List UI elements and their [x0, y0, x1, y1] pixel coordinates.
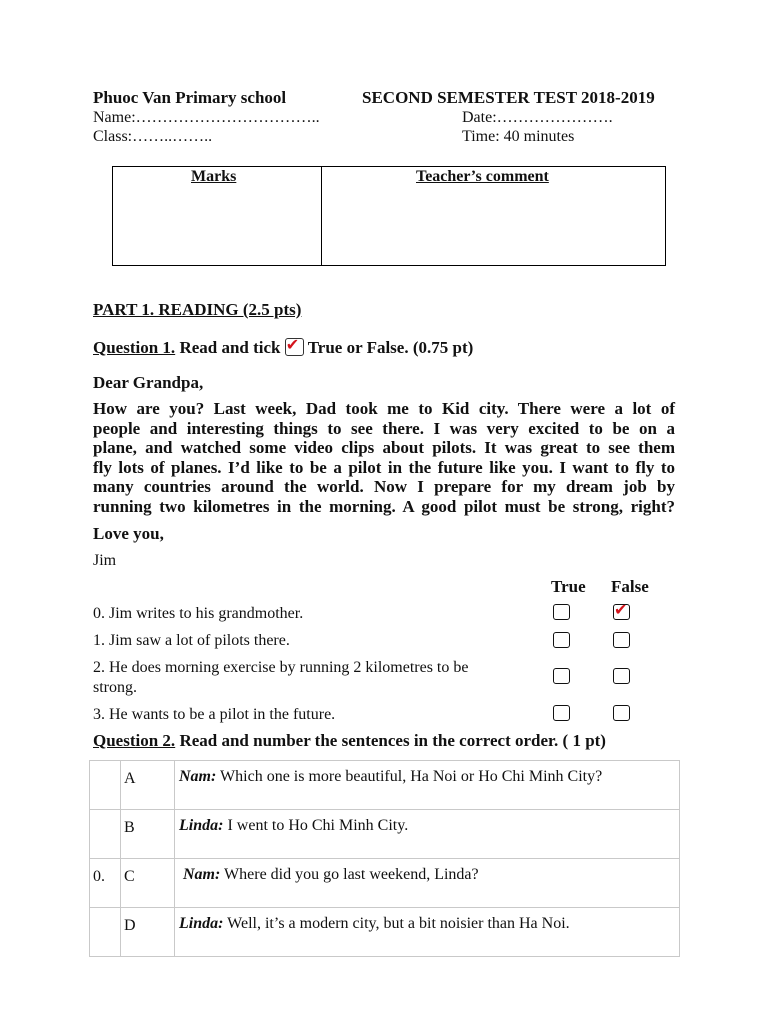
test-title: SECOND SEMESTER TEST 2018-2019	[362, 88, 655, 107]
red-check-icon: ✔	[614, 600, 628, 619]
statement-3: 3. He wants to be a pilot in the future.	[93, 706, 336, 723]
tick-box-icon	[285, 335, 304, 356]
dialogue-cell	[175, 859, 680, 908]
dialogue-text: Which one is more beautiful, Ha Noi or Ho Chi Minh City?	[216, 768, 603, 785]
row-letter: B	[121, 810, 175, 859]
part1-title: PART 1. READING (2.5 pts)	[93, 300, 302, 319]
statement-2-false-checkbox[interactable]	[613, 668, 630, 684]
statement-1-false-checkbox[interactable]	[613, 632, 630, 648]
statement-2-continued: strong.	[93, 679, 137, 696]
letter-line: fly lots of planes. I’d like to be a pilot in the future like you. I want to fly to	[93, 457, 675, 477]
order-number-cell[interactable]	[90, 761, 121, 810]
dialogue-text: Well, it’s a modern city, but a bit noisier than Ha Noi.	[223, 915, 570, 932]
question2-label: Question 2.	[93, 731, 176, 750]
statement-1-true-checkbox[interactable]	[553, 632, 570, 648]
letter-line: running two kilometres in the morning. A good pilot must be strong, right?	[93, 496, 675, 516]
letter-line: How are you? Last week, Dad took me to Kid city. There were a lot of	[93, 399, 675, 418]
letter-greeting: Dear Grandpa,	[93, 373, 204, 392]
letter-line: many countries around the world. Now I prepare for my dream job by	[93, 477, 675, 496]
letter-closing: Love you,	[93, 524, 164, 543]
dialogue-cell	[175, 810, 680, 859]
class-field[interactable]: Class:……..……..	[93, 128, 213, 145]
dialogue-text: I went to Ho Chi Minh City.	[223, 817, 409, 834]
statement-3-false-checkbox[interactable]	[613, 705, 630, 721]
name-field[interactable]: Name:……………………………..	[93, 109, 320, 126]
speaker-name: Linda:	[179, 915, 224, 932]
statement-3-true-checkbox[interactable]	[553, 705, 570, 721]
true-column-header: True	[551, 577, 586, 596]
dialogue-text: Where did you go last weekend, Linda?	[220, 866, 479, 883]
false-column-header: False	[611, 577, 649, 596]
speaker-name: Nam:	[179, 866, 221, 883]
question1-label: Question 1.	[93, 338, 176, 357]
letter-signature: Jim	[93, 552, 117, 569]
speaker-name: Linda:	[179, 817, 224, 834]
marks-entry-area[interactable]	[116, 192, 316, 260]
row-letter: D	[121, 908, 175, 957]
table-row	[90, 810, 680, 859]
statement-2: 2. He does morning exercise by running 2 kilometres to be	[93, 659, 469, 676]
red-check-icon: ✔	[285, 335, 300, 354]
letter-line: plane, and watched some video clips about pilots. It was great to see them	[93, 438, 675, 457]
row-letter: C	[121, 859, 175, 908]
order-number-cell[interactable]: 0.	[90, 859, 121, 908]
table-row	[90, 908, 680, 957]
dialogue-cell	[175, 908, 680, 957]
speaker-name: Nam:	[179, 768, 217, 785]
date-field[interactable]: Date:………………….	[462, 109, 613, 126]
question2-instruction: Read and number the sentences in the correct order. ( 1 pt)	[179, 731, 606, 750]
statement-2-true-checkbox[interactable]	[553, 668, 570, 684]
question1-instruction-tail: True or False. (0.75 pt)	[307, 338, 474, 357]
question1-instruction: Read and tick	[179, 338, 281, 357]
comment-entry-area[interactable]	[326, 192, 660, 260]
question2-heading	[93, 731, 606, 751]
letter-body	[93, 399, 675, 516]
table-row	[90, 761, 680, 810]
question1-heading	[93, 335, 474, 358]
statement-0: 0. Jim writes to his grandmother.	[93, 605, 304, 622]
row-letter: A	[121, 761, 175, 810]
marks-box-divider	[321, 166, 322, 266]
letter-line: people and interesting things to see there. I was very excited to be on a	[93, 418, 675, 438]
time-label: Time: 40 minutes	[462, 128, 575, 145]
order-number-cell[interactable]	[90, 908, 121, 957]
order-number-cell[interactable]	[90, 810, 121, 859]
statement-0-true-checkbox[interactable]	[553, 604, 570, 620]
dialogue-cell	[175, 761, 680, 810]
order-table	[89, 760, 680, 957]
marks-label: Marks	[191, 168, 237, 185]
statement-0-false-checkbox[interactable]	[613, 600, 630, 620]
statement-1: 1. Jim saw a lot of pilots there.	[93, 632, 290, 649]
table-row	[90, 859, 680, 908]
teacher-comment-label: Teacher’s comment	[416, 168, 549, 185]
school-name: Phuoc Van Primary school	[93, 88, 287, 107]
